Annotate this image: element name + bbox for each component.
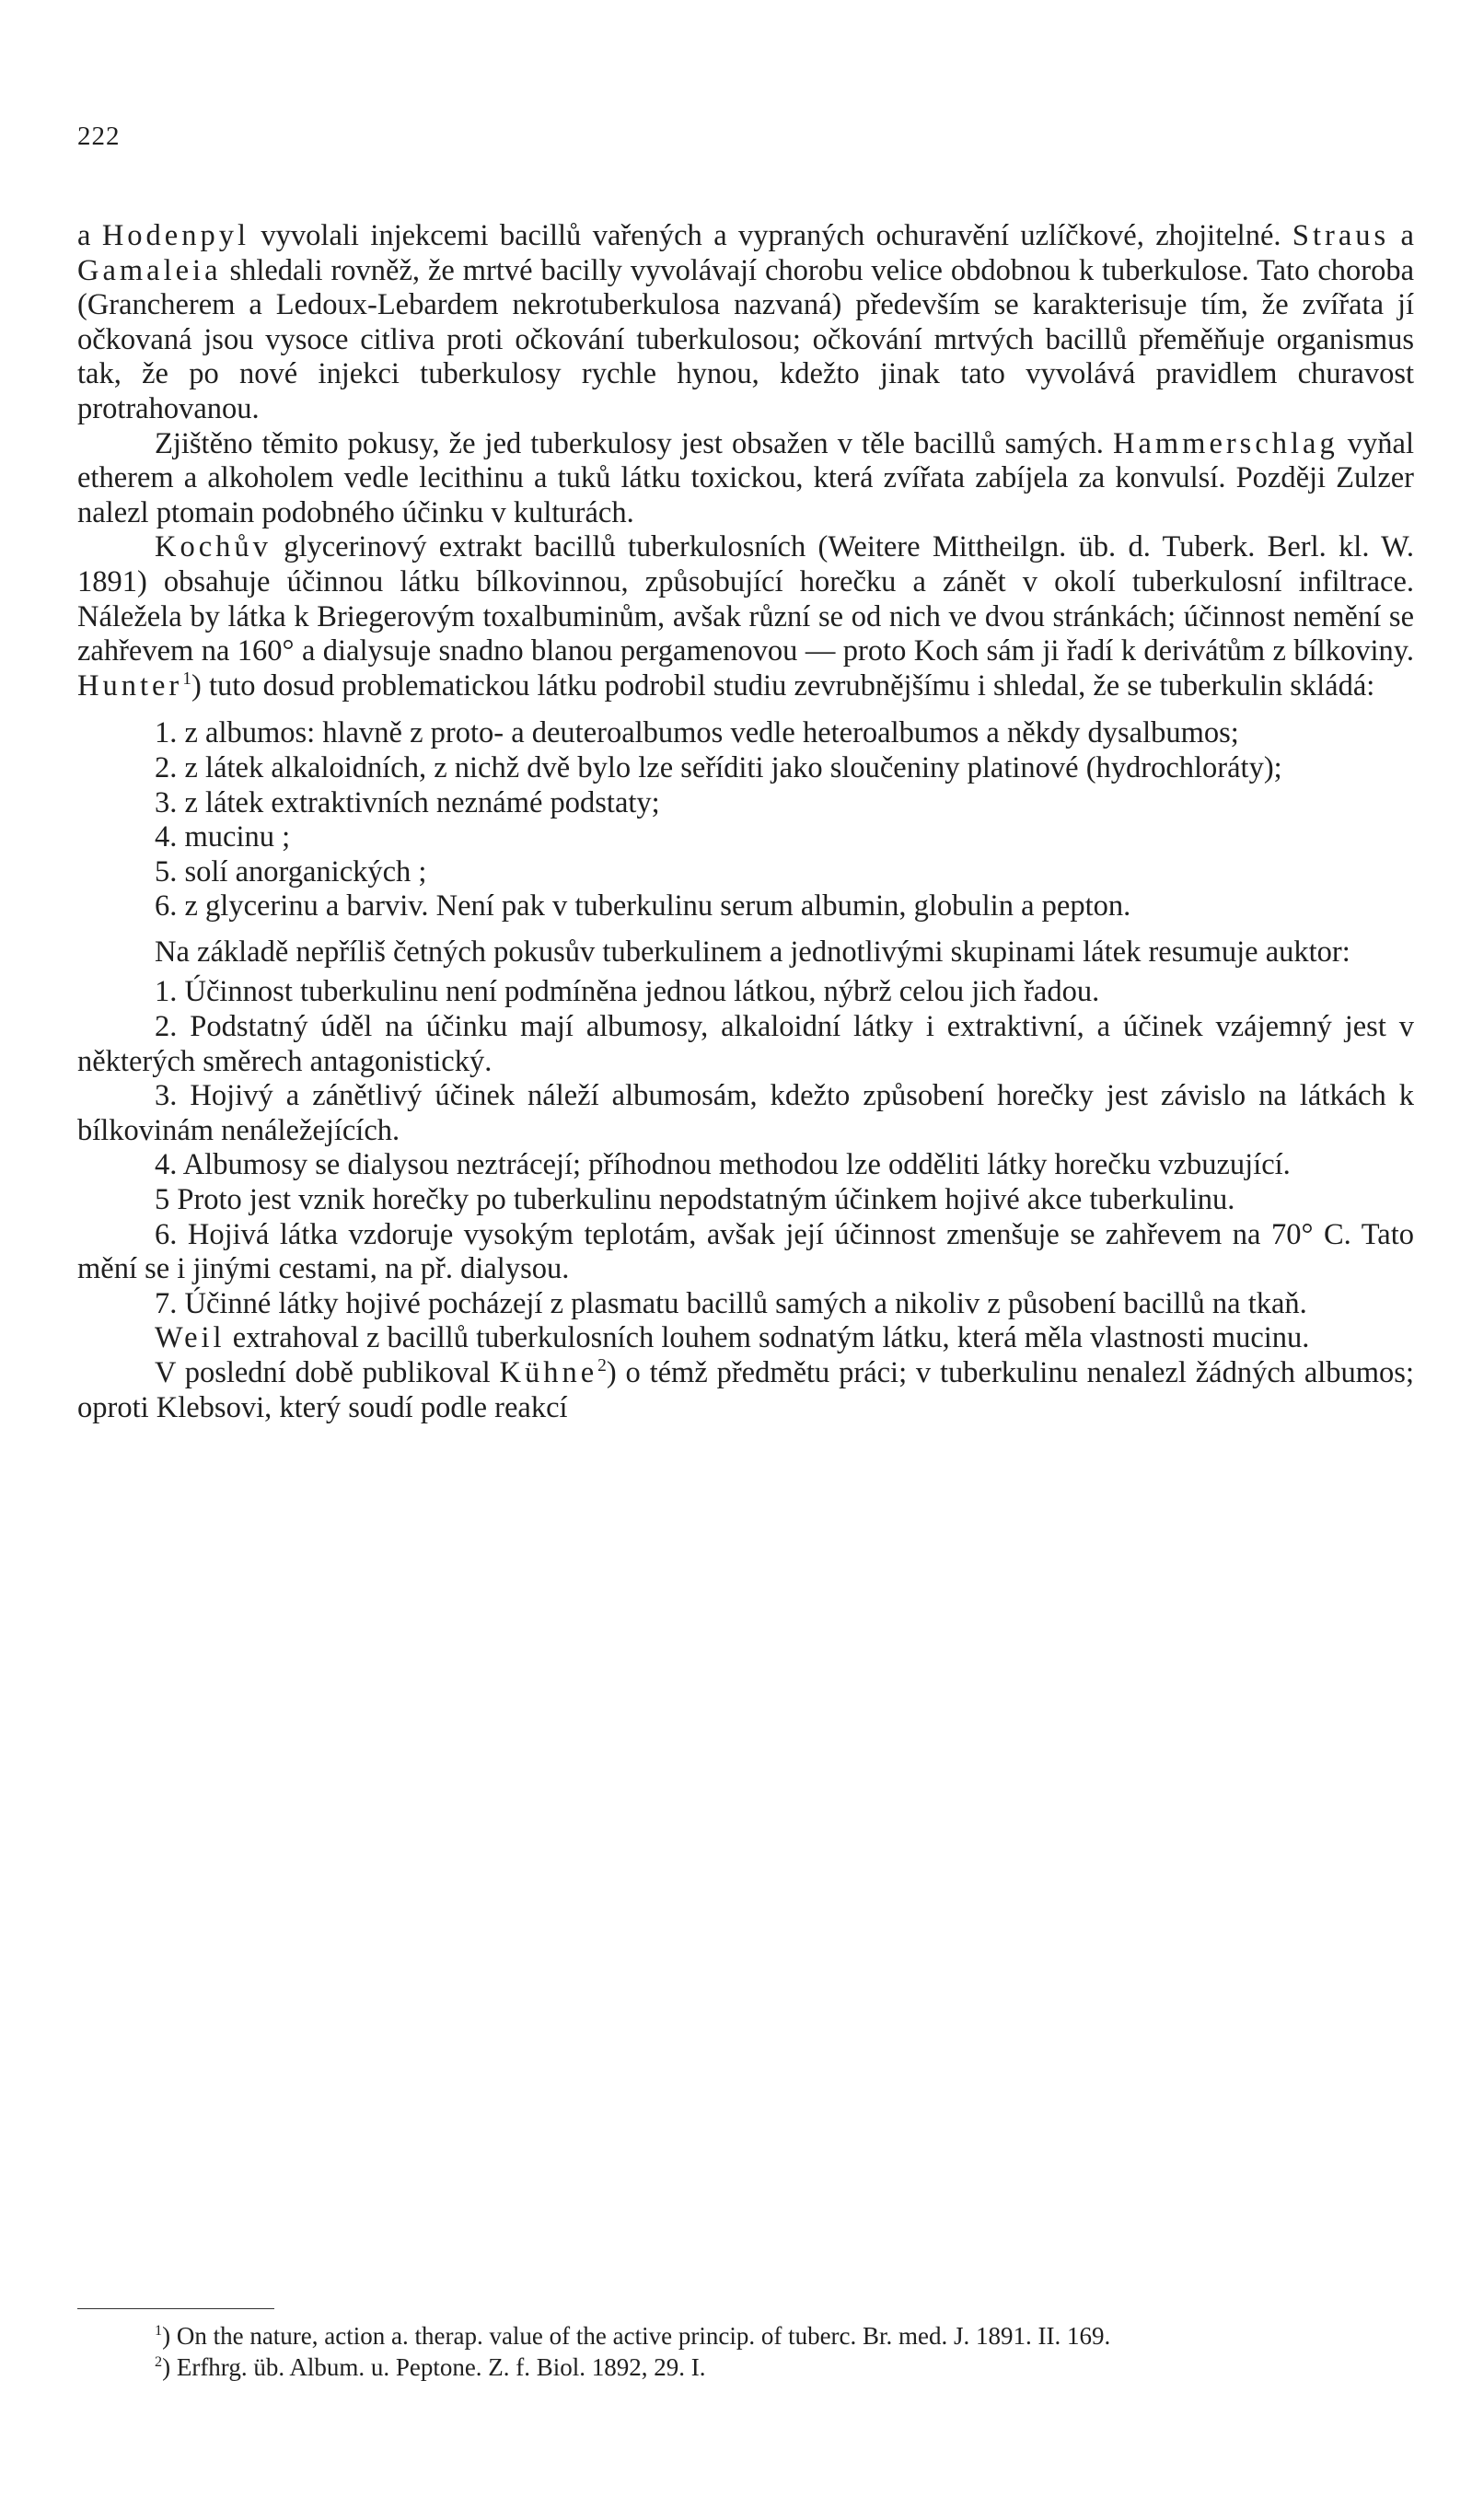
list-item: 3. z látek extraktivních neznámé podstaty; bbox=[155, 785, 660, 819]
page-number: 222 bbox=[77, 122, 121, 151]
paragraph-2: Zjištěno těmito pokusy, že jed tuberkulosy jest obsažen v těle bacillů samých. Hammerschlag vyňal etherem a alkoholem vedle lecithinu a tuků látku toxickou, která zvířata zabíjela za konvulsí. Později Zulzer nalezl ptomain podobného účinku v kulturách. bbox=[77, 426, 1414, 529]
list-item: 4. Albumosy se dialysou neztrácejí; příhodnou methodou lze odděliti látky horečku vzbuzující. bbox=[155, 1148, 1291, 1182]
list-item: 1. z albumos: hlavně z proto- a deuteroalbumos vedle heteroalbumos a někdy dysalbumos; bbox=[155, 716, 1239, 750]
list-item: 1. Účinnost tuberkulinu není podmíněna jednou látkou, nýbrž celou jich řadou. bbox=[155, 975, 1100, 1009]
author-name: Hammerschlag bbox=[1112, 426, 1339, 460]
paragraph-1: a Hodenpyl vyvolali injekcemi bacillů vařených a vypraných ochuravění uzlíčkové, zhojitelné. Straus a Gamaleia shledali rovněž, že mrtvé bacilly vyvolávají chorobu velice obdobnou k tuberkulose. Tato choroba (Grancherem a Ledoux-Lebardem nekrotuberkulosa nazvaná) především se karakterisuje tím, že zvířata jí očkovaná jsou vysoce citliva proti očkování tuberkulosou; očkování mrtvých bacillů přeměňuje organismus tak, že po nové injekci tuberkulosy rychle hynou, kdežto jinak tato vyvolává pravidlem churavost protrahovanou. bbox=[77, 219, 1414, 425]
author-name: Hodenpyl bbox=[101, 219, 250, 252]
paragraph-3: Kochův glycerinový extrakt bacillů tuberkulosních (Weitere Mittheilgn. üb. d. Tuberk. Berl. kl. W. 1891) obsahuje účinnou látku bílkovinnou, způsobující horečku a zánět v okolí tuberkulosní infiltrace. Náležela by látka k Briegerovým toxalbuminům, avšak různí se od nich ve dvou stránkách; účinnost nemění se zahřevem na 160° a dialysuje snadno blanou pergamenovou — proto Koch sám ji řadí k derivátům z bílkoviny. Hunter$^1$) tuto dosud problematickou látku podrobil studiu zevrubnějšímu i shledal, že se tuberkulin skládá: bbox=[77, 530, 1414, 703]
footnote: $^2$) Erfhrg. üb. Album. u. Peptone. Z. f. Biol. 1892, 29. I. bbox=[155, 2353, 706, 2381]
author-name: Hunter bbox=[77, 668, 183, 703]
paragraph-5: Weil extrahoval z bacillů tuberkulosních louhem sodnatým látku, která měla vlastnosti mucinu. bbox=[155, 1321, 1310, 1355]
list-item: 2. z látek alkaloidních, z nichž dvě bylo lze seříditi jako sloučeniny platinové (hydrochloráty); bbox=[155, 750, 1282, 784]
body-text bbox=[77, 219, 1414, 1425]
author-name: Kühne bbox=[499, 1356, 598, 1389]
list-item: 4. mucinu ; bbox=[155, 820, 291, 854]
footnote-mark: 2 bbox=[155, 2353, 163, 2370]
list-item: 3. Hojivý a zánětlivý účinek náleží albumosám, kdežto způsobení horečky jest závislo na látkách k bílkovinám nenáležejících. bbox=[77, 1079, 1414, 1147]
footnote-divider bbox=[77, 2308, 274, 2309]
author-name: Weil bbox=[155, 1321, 226, 1355]
footnote-ref: 2 bbox=[597, 1356, 607, 1376]
list-item: 2. Podstatný úděl na účinku mají albumosy, alkaloidní látky i extraktivní, a účinek vzájemný jest v některých směrech antagonistický. bbox=[77, 1010, 1414, 1078]
footnotes bbox=[77, 2320, 1414, 2383]
list-item: 5 Proto jest vznik horečky po tuberkulinu nepodstatným účinkem hojivé akce tuberkulinu. bbox=[155, 1183, 1235, 1217]
footnote-mark: 1 bbox=[155, 2322, 163, 2339]
list-item: 7. Účinné látky hojivé pocházejí z plasmatu bacillů samých a nikoliv z působení bacillů na tkaň. bbox=[155, 1286, 1307, 1320]
footnote-ref: 1 bbox=[182, 668, 191, 689]
conclusions-list bbox=[77, 975, 1414, 1321]
footnote: $^1$) On the nature, action a. therap. value of the active princip. of tuberc. Br. med. J. 1891. II. 169. bbox=[155, 2322, 1111, 2350]
author-name: Gamaleia bbox=[77, 253, 222, 287]
list-item: 6. Hojivá látka vzdoruje vysokým teplotám, avšak její účinnost zmenšuje se zahřevem na 70° C. Tato mění se i jinými cestami, na př. dialysou. bbox=[77, 1217, 1414, 1286]
list-item: 6. z glycerinu a barviv. Není pak v tuberkulinu serum albumin, globulin a pepton. bbox=[155, 889, 1131, 923]
author-name: Kochův bbox=[155, 530, 272, 564]
author-name: Straus bbox=[1292, 219, 1390, 252]
paragraph-4: Na základě nepříliš četných pokusův tuberkulinem a jednotlivými skupinami látek resumuje auktor: bbox=[155, 935, 1350, 969]
paragraph-6: V poslední době publikoval Kühne$^2$) o témž předmětu práci; v tuberkulinu nenalezl žádných albumos; oproti Klebsovi, který soudí podle reakcí bbox=[77, 1356, 1414, 1424]
list-item: 5. solí anorganických ; bbox=[155, 854, 427, 888]
component-list bbox=[77, 716, 1414, 924]
